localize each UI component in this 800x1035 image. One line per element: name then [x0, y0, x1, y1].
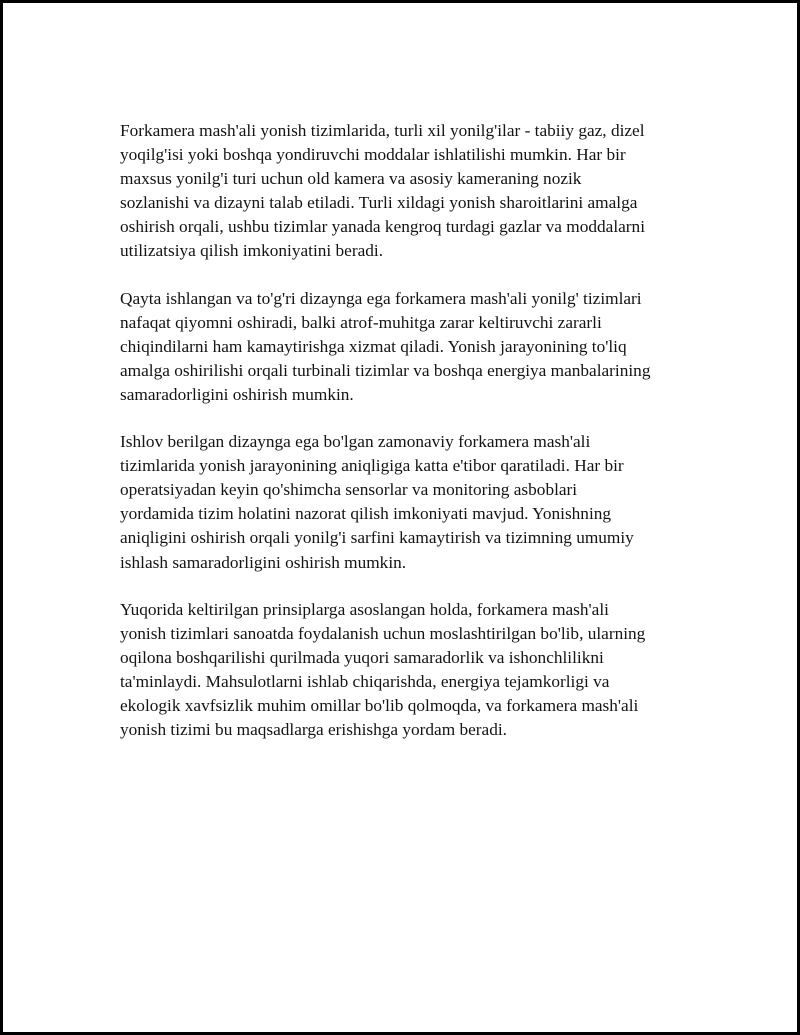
paragraph-1: Forkamera mash'ali yonish tizimlarida, turli xil yonilg'ilar - tabiiy gaz, dizel yoqilg'isi yoki boshqa yondiruvchi moddalar ishlatilishi mumkin. Har bir maxsus yonilg'i turi uchun old kamera va asosiy kameraning nozik sozlanishi va dizayni talab etiladi. Turli xildagi yonish sharoitlarini amalga oshirish orqali, ushbu tizimlar yanada kengroq turdagi gazlar va moddalarni utilizatsiya qilish imkoniyatini beradi.	[120, 121, 646, 261]
document-body	[120, 119, 690, 765]
paragraph-3: Ishlov berilgan dizaynga ega bo'lgan zamonaviy forkamera mash'ali tizimlarida yonish jarayonining aniqligiga katta e'tibor qaratiladi. Har bir operatsiyadan keyin qo'shimcha sensorlar va monitoring asboblari yordamida tizim holatini nazorat qilish imkoniyati mavjud. Yonishning aniqligini oshirish orqali yonilg'i sarfini kamaytirish va tizimning umumiy ishlash samaradorligini oshirish mumkin.	[120, 432, 634, 572]
paragraph-2: Qayta ishlangan va to'g'ri dizaynga ega forkamera mash'ali yonilg' tizimlari nafaqat qiyomni oshiradi, balki atrof-muhitga zarar keltiruvchi zararli chiqindilarni ham kamaytirishga xizmat qiladi. Yonish jarayonining to'liq amalga oshirilishi orqali turbinali tizimlar va boshqa energiya manbalarining samaradorligini oshirish mumkin.	[120, 288, 651, 404]
paragraph-4: Yuqorida keltirilgan prinsiplarga asoslangan holda, forkamera mash'ali yonish tizimlari sanoatda foydalanish uchun moslashtirilgan bo'lib, ularning oqilona boshqarilishi qurilmada yuqori samaradorlik va ishonchlilikni ta'minlaydi. Mahsulotlarni ishlab chiqarishda, energiya tejamkorligi va ekologik xavfsizlik muhim omillar bo'lib qolmoqda, va forkamera mash'ali yonish tizimi bu maqsadlarga erishishga yordam beradi.	[120, 599, 646, 740]
